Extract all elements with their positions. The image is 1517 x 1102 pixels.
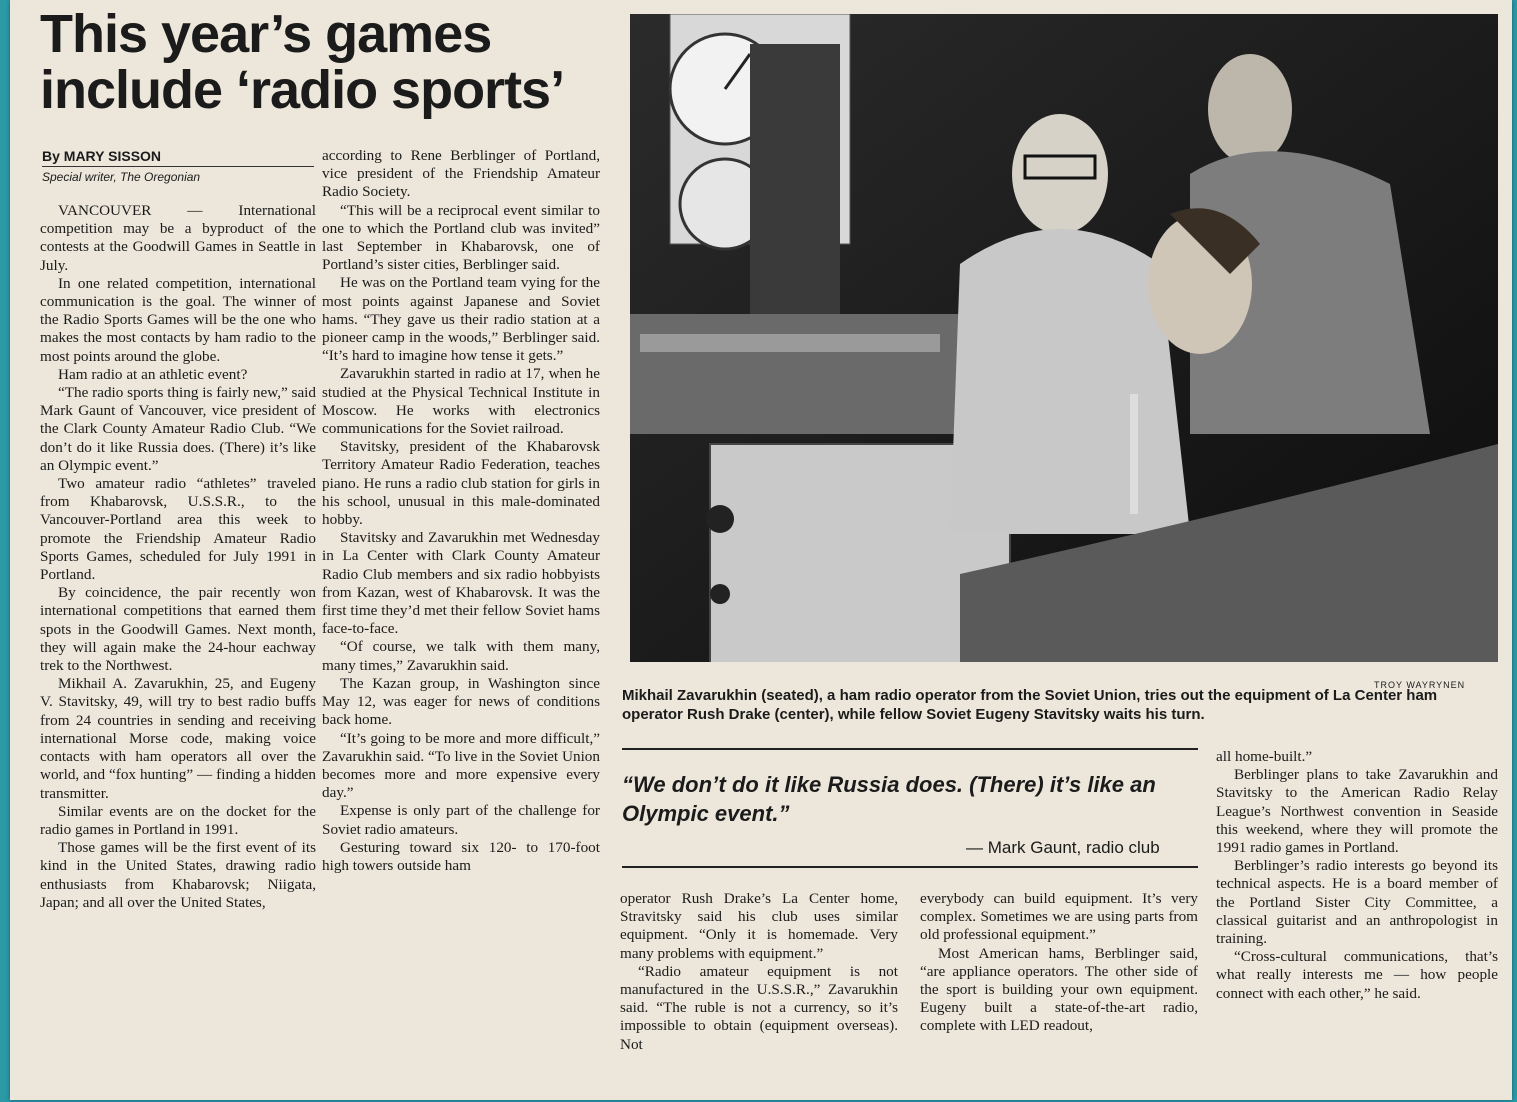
pull-quote: “We don’t do it like Russia does. (There) it’s like an Olympic event.” [622, 772, 1156, 826]
paragraph: By coincidence, the pair recently won international competitions that earned them spots in the Goodwill Games. Next month, they will again make the 24-hour eachway trek to the Northwest. [40, 584, 316, 675]
newspaper-clipping [10, 0, 1512, 1100]
photo-illustration [630, 14, 1498, 662]
byline-role: Special writer, The Oregonian [42, 170, 201, 184]
byline: By MARY SISSON [42, 148, 314, 167]
paragraph: Most American hams, Berblinger said, “are appliance operators. The other side of the sport is building your own equipment. Eugeny built a state-of-the-art radio, complete with LED readout, [920, 944, 1198, 1035]
pull-quote-attribution: — Mark Gaunt, radio club [966, 838, 1160, 857]
paragraph: Two amateur radio “athletes” traveled from Khabarovsk, U.S.S.R., to the Vancouver-Portland area this week to promote the Friendship Amateur Radio Sports Games, scheduled for July 1991 in Portland. [40, 475, 316, 584]
paragraph: Stavitsky, president of the Khabarovsk Territory Amateur Radio Federation, teaches piano. He runs a radio club station for girls in his school, unusual in this male-dominated hobby. [322, 438, 600, 529]
paragraph: Zavarukhin started in radio at 17, when he studied at the Physical Technical Institute in Moscow. He works with electronics communications for the Soviet railroad. [322, 365, 600, 438]
headline-line-1: This year’s games [40, 4, 492, 64]
article-column-3 [620, 890, 898, 1054]
paragraph: He was on the Portland team vying for the most points against Japanese and Soviet hams. “They gave us their radio station at a pioneer camp in the woods,” Berblinger said. “It’s hard to imagine how tense it gets.” [322, 274, 600, 365]
paragraph: “Radio amateur equipment is not manufactured in the U.S.S.R.,” Zavarukhin said. “The ruble is not a currency, so it’s impossible to obtain (equipment overseas). Not [620, 962, 898, 1053]
paragraph: Expense is only part of the challenge for Soviet radio amateurs. [322, 802, 600, 838]
paragraph: Those games will be the first event of its kind in the United States, drawing radio enthusiasts from Khabarovsk; Niigata, Japan; and all over the United States, [40, 839, 316, 911]
article-column-2 [322, 147, 600, 875]
paragraph: “This will be a reciprocal event similar to one to which the Portland club was invited” last September in Khabarovsk, one of Portland’s sister cities, Berblinger said. [322, 201, 600, 274]
paragraph: Gesturing toward six 120- to 170-foot high towers outside ham [322, 838, 600, 874]
pull-quote-top-rule [622, 748, 1198, 750]
paragraph: In one related competition, international communication is the goal. The winner of the Radio Sports Games will be the one who makes the most contacts by ham radio to the most points around the globe. [40, 274, 316, 365]
paragraph: Ham radio at an athletic event? [58, 365, 248, 383]
news-photo [630, 14, 1498, 662]
photo-caption: Mikhail Zavarukhin (seated), a ham radio operator from the Soviet Union, tries out the equipment of La Center ham operator Rush Drake (center), while fellow Soviet Eugeny Stavitsky waits his turn. [622, 687, 1438, 723]
paragraph: according to Rene Berblinger of Portland, vice president of the Friendship Amateur Radio Society. [322, 147, 600, 201]
paragraph: “The radio sports thing is fairly new,” said Mark Gaunt of Vancouver, vice president of the Clark County Amateur Radio Club. “We don’t do it like Russia does. (There) it’s like an Olympic event.” [40, 384, 316, 474]
pull-quote-bottom-rule [622, 866, 1198, 868]
paragraph: all home-built.” [1216, 748, 1313, 765]
article-column-5 [1216, 748, 1498, 1003]
article-column-4 [920, 890, 1198, 1036]
headline-line-2: include ‘radio sports’ [40, 60, 565, 120]
paragraph: “Cross-cultural communications, that’s what really interests me — how people connect with each other,” he said. [1216, 948, 1498, 1002]
paragraph: Stavitsky and Zavarukhin met Wednesday in La Center with Clark County Amateur Radio Club members and six radio hobbyists from Kazan, west of Khabarovsk. It was the first time they’d met their fellow Soviet hams face-to-face. [322, 529, 600, 638]
paragraph: Mikhail A. Zavarukhin, 25, and Eugeny V. Stavitsky, 49, will try to best radio buffs from 24 countries in sending and receiving international Morse code, making voice contacts with ham operators all over the world, and “fox hunting” — finding a hidden transmitter. [40, 675, 316, 802]
paragraph: “Of course, we talk with them many, many times,” Zavarukhin said. [322, 638, 600, 674]
paragraph: Berblinger plans to take Zavarukhin and Stavitsky to the American Radio Relay League’s Northwest convention in Seaside this weekend, where they will promote the 1991 radio games in Portland. [1216, 766, 1498, 857]
paragraph: VANCOUVER — International competition may be a byproduct of the contests at the Goodwill Games in Seattle in July. [40, 202, 316, 274]
paragraph: The Kazan group, in Washington since May 12, was eager for news of conditions back home. [322, 674, 600, 729]
paragraph: everybody can build equipment. It’s very complex. Sometimes we are using parts from old professional equipment.” [920, 890, 1198, 944]
paragraph: Berblinger’s radio interests go beyond its technical aspects. He is a board member of the Portland Sister City Committee, a classical guitarist and an anthropologist in training. [1216, 857, 1498, 948]
paragraph: operator Rush Drake’s La Center home, Stravitsky said his club uses similar equipment. “Only it is homemade. Very many problems with equipment.” [620, 890, 898, 962]
photo-credit: TROY WAYRYNEN [1374, 680, 1466, 690]
paragraph: “It’s going to be more and more difficult,” Zavarukhin said. “To live in the Soviet Union becomes more and more expensive every day.” [322, 729, 600, 802]
article-column-1 [40, 202, 316, 912]
headline [40, 6, 620, 118]
paragraph: Similar events are on the docket for the radio games in Portland in 1991. [40, 802, 316, 838]
